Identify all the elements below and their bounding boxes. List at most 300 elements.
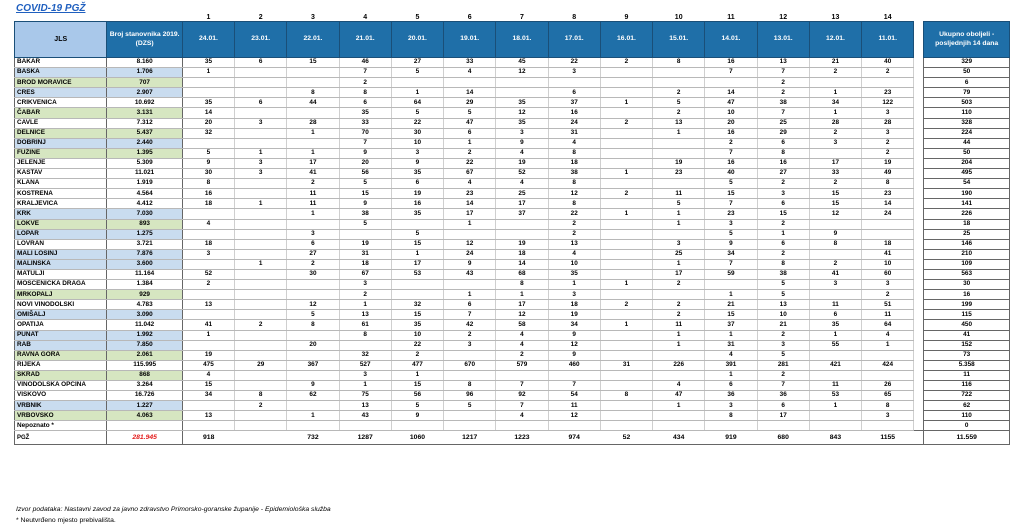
- daily-cases: [600, 259, 652, 269]
- total-14-days: 495: [924, 169, 1010, 179]
- spacer: [914, 259, 924, 269]
- daily-cases: [391, 290, 443, 300]
- daily-cases: 477: [391, 360, 443, 370]
- daily-cases: [287, 401, 339, 411]
- daily-cases: [182, 209, 234, 219]
- daily-cases: 1: [705, 290, 757, 300]
- table-row: [15, 108, 1010, 118]
- daily-cases: 54: [548, 391, 600, 401]
- daily-cases: [600, 108, 652, 118]
- daily-cases: 2: [862, 138, 914, 148]
- daily-cases: 43: [444, 269, 496, 279]
- daily-cases: [757, 421, 809, 431]
- daily-cases: 17: [391, 259, 443, 269]
- total-14-days: 450: [924, 320, 1010, 330]
- daily-cases: 10: [757, 310, 809, 320]
- day-number: 10: [674, 14, 683, 21]
- daily-cases: [705, 280, 757, 290]
- population-value: 16.726: [107, 391, 182, 401]
- municipality-name: CRES: [15, 88, 107, 98]
- daily-cases: [600, 330, 652, 340]
- daily-cases: 21: [809, 58, 861, 68]
- daily-cases: 4: [548, 138, 600, 148]
- daily-cases: [653, 229, 705, 239]
- daily-cases: [444, 229, 496, 239]
- total-14-days: 109: [924, 259, 1010, 269]
- daily-cases: 18: [182, 239, 234, 249]
- daily-cases: [600, 421, 652, 431]
- daily-cases: 41: [287, 169, 339, 179]
- daily-cases: 6: [235, 98, 287, 108]
- daily-cases: 1: [287, 411, 339, 421]
- daily-cases: 32: [339, 350, 391, 360]
- daily-cases: 5: [339, 219, 391, 229]
- column-header-date: 21.01.: [339, 22, 391, 58]
- table-row: [15, 199, 1010, 209]
- daily-cases: 62: [287, 391, 339, 401]
- daily-cases: [339, 229, 391, 239]
- total-14-days: 54: [924, 179, 1010, 189]
- daily-cases: 12: [548, 411, 600, 421]
- daily-cases: 1: [287, 128, 339, 138]
- column-header-jls: JLS: [15, 22, 107, 58]
- spacer: [914, 411, 924, 421]
- total-14-days: 199: [924, 300, 1010, 310]
- daily-cases: 46: [339, 58, 391, 68]
- daily-cases: 4: [182, 370, 234, 380]
- daily-cases: 27: [391, 58, 443, 68]
- daily-cases: 1: [182, 330, 234, 340]
- daily-cases: 36: [705, 391, 757, 401]
- daily-cases: 7: [757, 381, 809, 391]
- daily-cases: [862, 78, 914, 88]
- day-number: 1: [206, 14, 211, 21]
- daily-cases: [862, 370, 914, 380]
- total-14-days: 44: [924, 138, 1010, 148]
- daily-cases: 2: [339, 290, 391, 300]
- daily-cases: 7: [496, 401, 548, 411]
- daily-cases: 7: [705, 148, 757, 158]
- daily-cases: 41: [809, 269, 861, 279]
- daily-cases: 1: [235, 199, 287, 209]
- daily-cases: 47: [705, 98, 757, 108]
- daily-cases: 61: [339, 320, 391, 330]
- daily-cases: 2: [809, 68, 861, 78]
- daily-cases: [444, 421, 496, 431]
- daily-cases: 7: [705, 199, 757, 209]
- daily-cases: 1: [235, 148, 287, 158]
- daily-cases: [496, 421, 548, 431]
- daily-cases: 226: [653, 360, 705, 370]
- table-row: [15, 320, 1010, 330]
- total-14-days: 328: [924, 118, 1010, 128]
- daily-cases: 26: [862, 381, 914, 391]
- daily-cases: 12: [496, 108, 548, 118]
- daily-cases: 36: [757, 391, 809, 401]
- daily-cases: [653, 68, 705, 78]
- daily-cases: 15: [339, 189, 391, 199]
- daily-cases: 23: [862, 88, 914, 98]
- table-row: [15, 219, 1010, 229]
- daily-cases: 22: [391, 340, 443, 350]
- daily-total: 52: [600, 431, 652, 445]
- daily-cases: [653, 179, 705, 189]
- daily-cases: 6: [757, 401, 809, 411]
- daily-cases: [809, 350, 861, 360]
- daily-cases: 2: [496, 350, 548, 360]
- population-value: 11.021: [107, 169, 182, 179]
- daily-cases: 1: [809, 330, 861, 340]
- daily-cases: 3: [235, 158, 287, 168]
- table-row: [15, 169, 1010, 179]
- daily-cases: 22: [548, 58, 600, 68]
- table-row: [15, 229, 1010, 239]
- daily-cases: 1: [600, 280, 652, 290]
- daily-cases: 20: [339, 158, 391, 168]
- daily-cases: [235, 128, 287, 138]
- daily-cases: [182, 259, 234, 269]
- table-row: [15, 411, 1010, 421]
- daily-cases: 475: [182, 360, 234, 370]
- daily-cases: 3: [809, 280, 861, 290]
- daily-cases: [600, 148, 652, 158]
- population-value: 1.992: [107, 330, 182, 340]
- spacer: [914, 128, 924, 138]
- daily-cases: 8: [548, 148, 600, 158]
- municipality-name: VINODOLSKA OPĆINA: [15, 381, 107, 391]
- daily-cases: 1: [653, 128, 705, 138]
- daily-cases: 3: [705, 401, 757, 411]
- daily-cases: 10: [705, 108, 757, 118]
- daily-cases: 29: [444, 98, 496, 108]
- daily-cases: 8: [757, 148, 809, 158]
- daily-cases: [862, 229, 914, 239]
- daily-cases: 1: [653, 219, 705, 229]
- daily-cases: 30: [182, 169, 234, 179]
- spacer: [914, 10, 924, 22]
- daily-cases: 460: [548, 360, 600, 370]
- daily-cases: 5: [757, 350, 809, 360]
- daily-cases: 2: [235, 401, 287, 411]
- spacer: [914, 219, 924, 229]
- daily-cases: [235, 78, 287, 88]
- daily-cases: 11: [548, 401, 600, 411]
- table-row: [15, 68, 1010, 78]
- daily-cases: 2: [862, 68, 914, 78]
- daily-cases: 6: [287, 239, 339, 249]
- spacer: [914, 199, 924, 209]
- daily-cases: [287, 108, 339, 118]
- spacer: [914, 88, 924, 98]
- daily-cases: 2: [757, 88, 809, 98]
- daily-cases: 1: [496, 290, 548, 300]
- total-14-days: 0: [924, 421, 1010, 431]
- daily-cases: 1: [182, 68, 234, 78]
- municipality-name: KOSTRENA: [15, 189, 107, 199]
- table-row: [15, 350, 1010, 360]
- daily-cases: 9: [391, 411, 443, 421]
- daily-cases: 2: [600, 189, 652, 199]
- daily-cases: 5: [757, 290, 809, 300]
- daily-cases: [600, 370, 652, 380]
- total-14-days: 18: [924, 219, 1010, 229]
- daily-cases: 13: [182, 411, 234, 421]
- daily-cases: 7: [444, 310, 496, 320]
- daily-cases: [600, 249, 652, 259]
- daily-cases: [809, 148, 861, 158]
- daily-cases: 22: [548, 209, 600, 219]
- daily-cases: [496, 88, 548, 98]
- daily-cases: 13: [339, 401, 391, 411]
- pgz-label: PGŽ: [17, 434, 30, 441]
- table-row: [15, 269, 1010, 279]
- daily-cases: [444, 280, 496, 290]
- daily-cases: 3: [391, 148, 443, 158]
- spacer: [914, 179, 924, 189]
- day-number: 9: [624, 14, 629, 21]
- table-row: [15, 280, 1010, 290]
- municipality-name: Nepoznato *: [15, 421, 107, 431]
- table-row: [15, 300, 1010, 310]
- column-header-date: 13.01.: [757, 22, 809, 58]
- daily-cases: 51: [862, 300, 914, 310]
- municipality-name: KLANA: [15, 179, 107, 189]
- daily-cases: 35: [182, 58, 234, 68]
- daily-cases: 18: [548, 300, 600, 310]
- daily-total: 1287: [339, 431, 391, 445]
- municipality-name: VIŠKOVO: [15, 391, 107, 401]
- daily-cases: 122: [862, 98, 914, 108]
- total-14-days: 503: [924, 98, 1010, 108]
- daily-cases: [235, 300, 287, 310]
- population-value: 7.876: [107, 249, 182, 259]
- daily-cases: 24: [862, 209, 914, 219]
- daily-cases: 424: [862, 360, 914, 370]
- daily-cases: 10: [862, 259, 914, 269]
- daily-cases: 6: [444, 128, 496, 138]
- spacer: [914, 421, 924, 431]
- footnote-text: * Neutvrđeno mjesto prebivališta.: [16, 517, 116, 524]
- daily-cases: 32: [391, 300, 443, 310]
- daily-cases: [600, 401, 652, 411]
- daily-cases: 37: [496, 209, 548, 219]
- daily-cases: 9: [339, 199, 391, 209]
- daily-cases: 19: [496, 158, 548, 168]
- daily-cases: 5: [391, 68, 443, 78]
- daily-cases: 13: [182, 300, 234, 310]
- daily-cases: [653, 350, 705, 360]
- daily-cases: 1: [391, 249, 443, 259]
- day-number: 3: [311, 14, 315, 21]
- daily-cases: [653, 78, 705, 88]
- daily-cases: 31: [548, 128, 600, 138]
- municipality-name: RAVNA GORA: [15, 350, 107, 360]
- daily-cases: 75: [339, 391, 391, 401]
- spacer: [914, 381, 924, 391]
- total-14-days: 563: [924, 269, 1010, 279]
- daily-cases: 35: [391, 169, 443, 179]
- day-number: 13: [831, 14, 840, 21]
- total-14-days: 11: [924, 370, 1010, 380]
- daily-cases: [496, 229, 548, 239]
- population-value: 7.030: [107, 209, 182, 219]
- daily-cases: 56: [391, 391, 443, 401]
- daily-cases: [600, 411, 652, 421]
- daily-cases: 49: [862, 169, 914, 179]
- daily-cases: [653, 290, 705, 300]
- daily-cases: [444, 78, 496, 88]
- daily-cases: 35: [391, 209, 443, 219]
- daily-cases: 9: [339, 148, 391, 158]
- column-header-population: Broj stanovnika 2019. (DZS): [107, 22, 182, 58]
- daily-cases: 13: [653, 118, 705, 128]
- spacer: [914, 108, 924, 118]
- daily-cases: 1: [444, 219, 496, 229]
- daily-cases: 10: [548, 259, 600, 269]
- daily-cases: [391, 280, 443, 290]
- daily-cases: 3: [705, 219, 757, 229]
- daily-cases: 5: [391, 108, 443, 118]
- daily-cases: [600, 229, 652, 239]
- column-header-date: 23.01.: [235, 22, 287, 58]
- daily-cases: 47: [653, 391, 705, 401]
- daily-cases: 35: [339, 108, 391, 118]
- daily-total: 1155: [862, 431, 914, 445]
- daily-cases: 8: [182, 179, 234, 189]
- spacer: [914, 229, 924, 239]
- daily-cases: 1: [653, 259, 705, 269]
- daily-cases: 1: [391, 370, 443, 380]
- page-title[interactable]: COVID-19 PGŽ: [16, 3, 86, 14]
- daily-cases: [600, 78, 652, 88]
- population-value: 868: [107, 370, 182, 380]
- daily-cases: 2: [809, 179, 861, 189]
- sum-row: [15, 431, 1010, 445]
- total-14-days: 5.358: [924, 360, 1010, 370]
- daily-cases: 6: [757, 138, 809, 148]
- daily-cases: 65: [862, 391, 914, 401]
- total-14-days: 190: [924, 189, 1010, 199]
- daily-cases: 11: [653, 320, 705, 330]
- daily-cases: 12: [496, 310, 548, 320]
- day-number: 8: [572, 14, 577, 21]
- daily-cases: 8: [809, 239, 861, 249]
- column-header-date: 15.01.: [653, 22, 705, 58]
- daily-cases: 3: [182, 249, 234, 259]
- column-header-total: Ukupno oboljeli - posljednjih 14 dana: [924, 22, 1010, 58]
- spacer: [914, 78, 924, 88]
- daily-cases: 7: [705, 259, 757, 269]
- daily-cases: 22: [391, 118, 443, 128]
- daily-cases: [391, 421, 443, 431]
- daily-cases: 3: [653, 239, 705, 249]
- daily-cases: 96: [444, 391, 496, 401]
- total-14-days: 110: [924, 411, 1010, 421]
- daily-total: 1223: [496, 431, 548, 445]
- daily-cases: 92: [496, 391, 548, 401]
- daily-total: 974: [548, 431, 600, 445]
- daily-cases: 40: [705, 169, 757, 179]
- daily-cases: 3: [862, 280, 914, 290]
- daily-cases: 53: [391, 269, 443, 279]
- total-14-days: 224: [924, 128, 1010, 138]
- daily-cases: 11: [287, 189, 339, 199]
- daily-cases: 18: [339, 259, 391, 269]
- daily-total: 732: [287, 431, 339, 445]
- daily-cases: 10: [391, 330, 443, 340]
- total-14-days: 50: [924, 68, 1010, 78]
- daily-cases: 2: [705, 138, 757, 148]
- table-row: [15, 310, 1010, 320]
- daily-cases: [235, 209, 287, 219]
- total-population: 281.945: [107, 431, 182, 445]
- daily-cases: 2: [600, 58, 652, 68]
- daily-cases: 1: [287, 148, 339, 158]
- daily-cases: [653, 411, 705, 421]
- daily-cases: 20: [705, 118, 757, 128]
- population-value: 7.850: [107, 340, 182, 350]
- daily-cases: 1: [809, 88, 861, 98]
- daily-cases: [235, 108, 287, 118]
- spacer: [914, 401, 924, 411]
- daily-cases: 29: [757, 128, 809, 138]
- spacer: [914, 330, 924, 340]
- total-14-days: 41: [924, 330, 1010, 340]
- day-number: 6: [467, 14, 472, 21]
- daily-cases: [182, 401, 234, 411]
- daily-cases: [235, 290, 287, 300]
- municipality-name: OPATIJA: [15, 320, 107, 330]
- daily-cases: [444, 370, 496, 380]
- daily-cases: [235, 229, 287, 239]
- daily-cases: 2: [653, 88, 705, 98]
- daily-cases: 4: [705, 350, 757, 360]
- municipality-name: BROD MORAVICE: [15, 78, 107, 88]
- daily-cases: 43: [339, 411, 391, 421]
- daily-cases: 9: [548, 330, 600, 340]
- daily-cases: 41: [182, 320, 234, 330]
- daily-cases: 16: [757, 158, 809, 168]
- population-value: 7.312: [107, 118, 182, 128]
- daily-total: 1217: [444, 431, 496, 445]
- daily-cases: 21: [757, 320, 809, 330]
- daily-cases: 1: [548, 280, 600, 290]
- daily-cases: 55: [809, 340, 861, 350]
- daily-cases: 1: [339, 300, 391, 310]
- daily-cases: 17: [653, 269, 705, 279]
- covid-table-wrapper: [14, 10, 1010, 445]
- empty-cell: [924, 10, 1010, 22]
- daily-cases: 18: [496, 249, 548, 259]
- daily-cases: [182, 340, 234, 350]
- daily-cases: 7: [339, 138, 391, 148]
- daily-cases: 6: [548, 88, 600, 98]
- daily-cases: 17: [287, 158, 339, 168]
- municipality-name: LOVRAN: [15, 239, 107, 249]
- daily-cases: [182, 88, 234, 98]
- column-header-date: 24.01.: [182, 22, 234, 58]
- total-14-days: 16: [924, 290, 1010, 300]
- daily-cases: [444, 411, 496, 421]
- column-header-date: 12.01.: [809, 22, 861, 58]
- daily-cases: 58: [496, 320, 548, 330]
- daily-cases: [548, 421, 600, 431]
- total-14-days: 152: [924, 340, 1010, 350]
- daily-cases: 53: [809, 391, 861, 401]
- daily-cases: 1: [653, 401, 705, 411]
- daily-cases: 1: [600, 98, 652, 108]
- total-14-days: 73: [924, 350, 1010, 360]
